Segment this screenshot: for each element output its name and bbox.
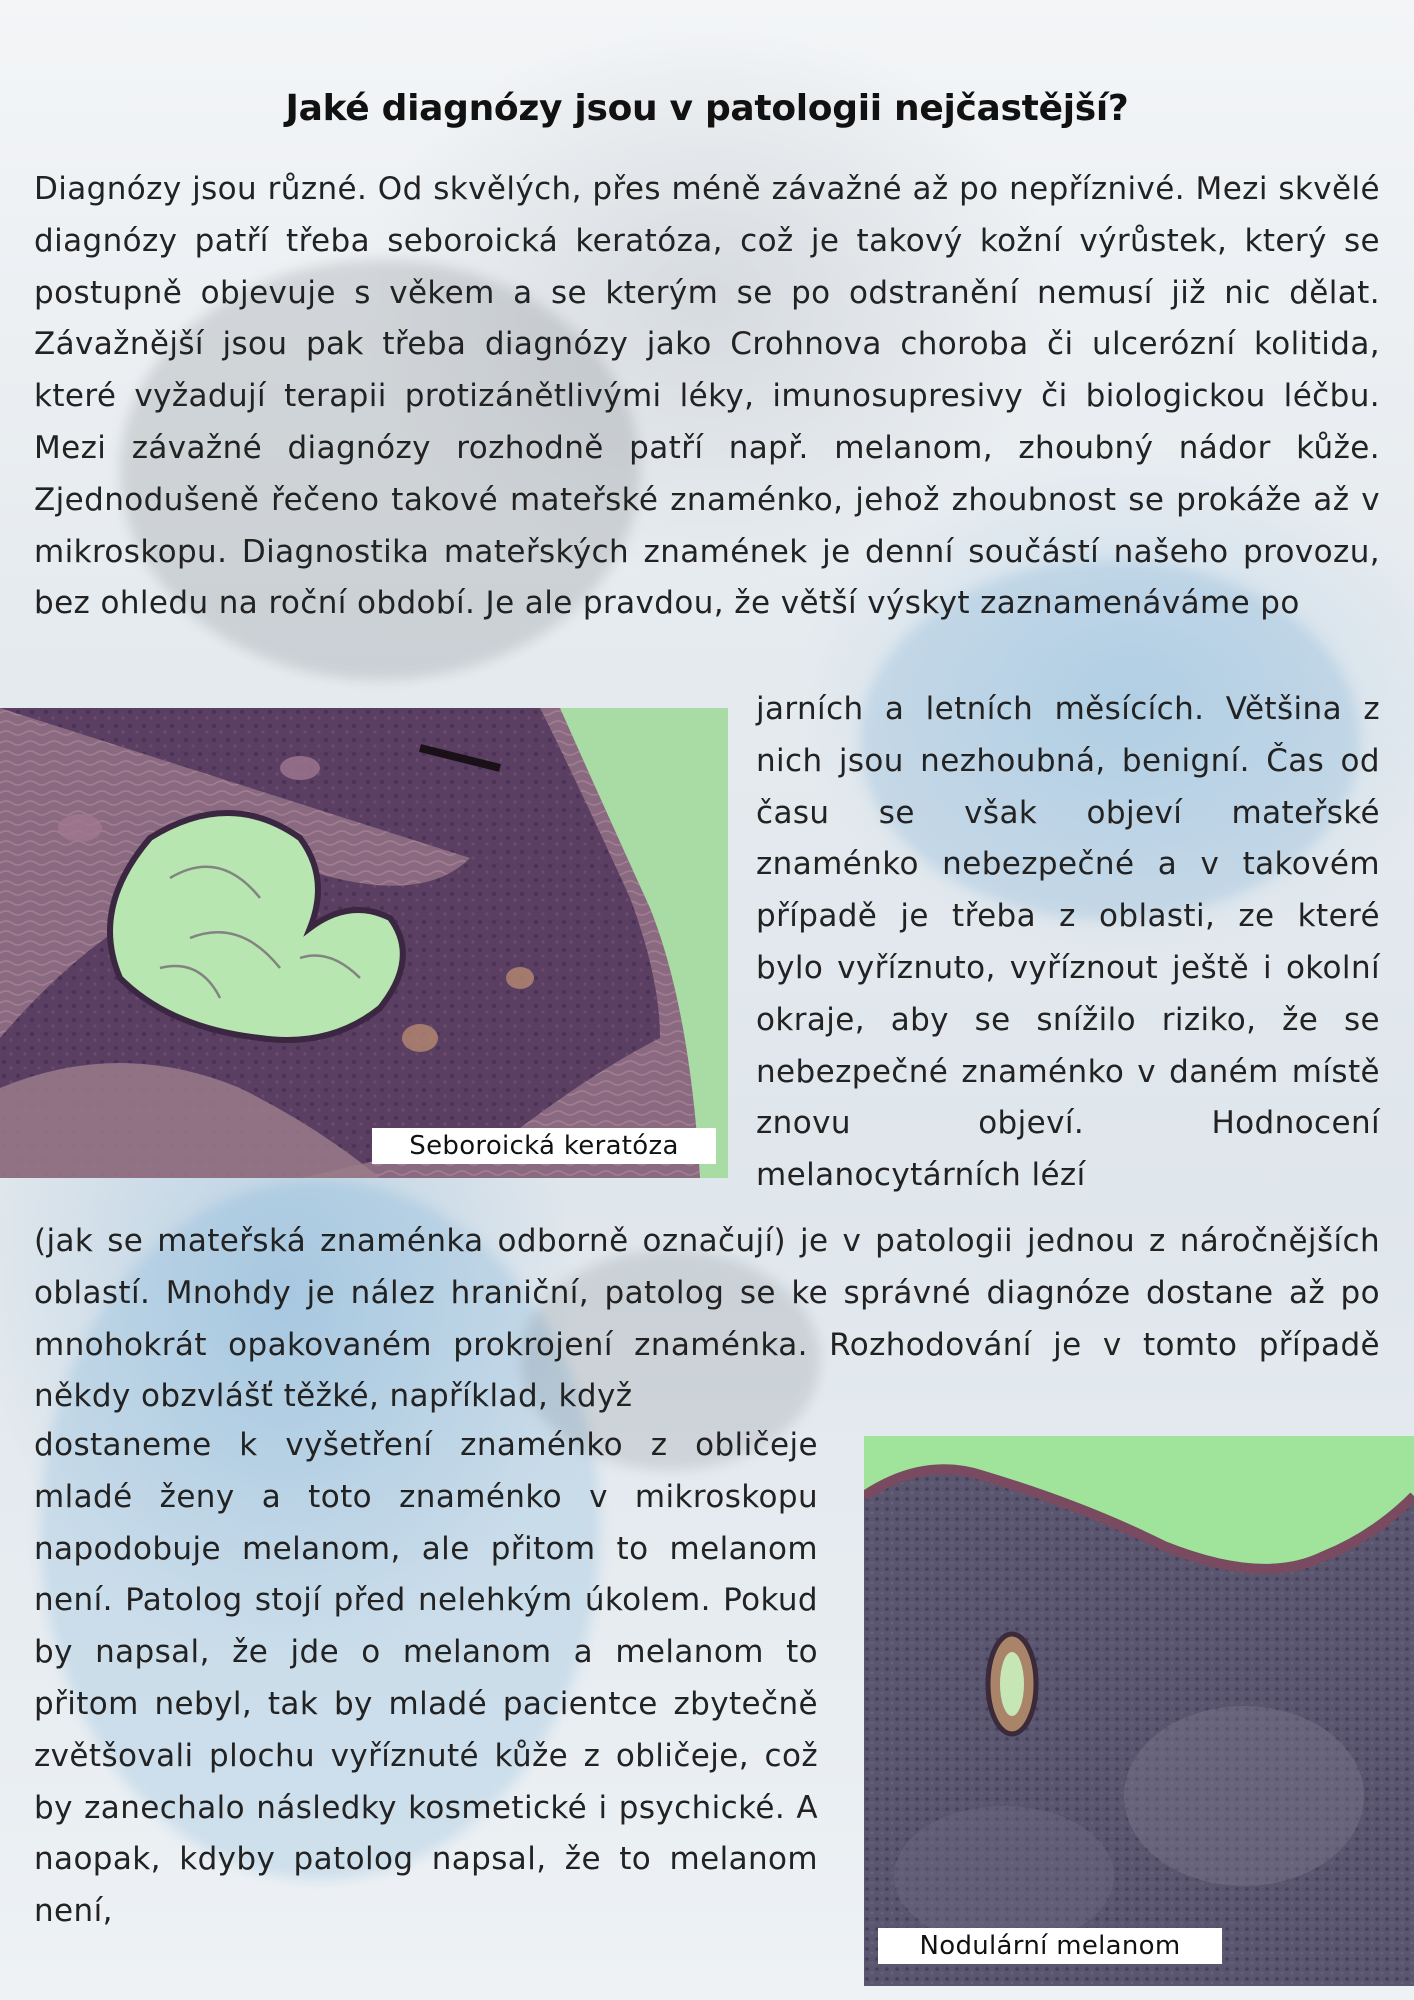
- figure-nodular-melanoma: [864, 1436, 1414, 1986]
- figure-caption-nodular-melanoma: Nodulární melanom: [878, 1928, 1222, 1964]
- paragraph-benign-nevi: jarních a letních měsících. Většina z nich jsou nezhoubná, benigní. Čas od času se však objeví mateřské znaménko nebezpečné a v takovém případě je třeba z oblasti, ze které bylo vyříznuto, vyříznout ještě i okolní okraje, aby se snížilo riziko, že se nebezpečné znaménko v daném místě znovu objeví. Hodnocení melanocytárních lézí: [756, 691, 1380, 1194]
- paragraph-intro: Diagnózy jsou různé. Od skvělých, přes méně závažné až po nepříznivé. Mezi skvělé diagnózy patří třeba seboroická keratóza, což je takový kožní výrůstek, který se postupně objevuje s věkem a se kterým se po odstranění nemusí již nic dělat. Závažnější jsou pak třeba diagnózy jako Crohnova choroba či ulcerózní kolitida, které vyžadují terapii protizánětlivými léky, imunosupresivy či biologickou léčbu. Mezi závažné diagnózy rozhodně patří např. melanom, zhoubný nádor kůže. Zjednodušeně řečeno takové mateřské znaménko, jehož zhoubnost se prokáže až v mikroskopu. Diagnostika mateřských znamének je denní součástí našeho provozu, bez ohledu na roční období. Je ale pravdou, že větší výskyt zaznamenáváme po: [34, 171, 1380, 622]
- paragraph-face-nevus: dostaneme k vyšetření znaménko z obličeje mladé ženy a toto znaménko v mikroskopu napodobuje melanom, ale přitom to melanom není. Patolog stojí před nelehkým úkolem. Pokud by napsal, že jde o melanom a melanom to přitom nebyl, tak by mladé pacientce zbytečně zvětšovali plochu vyříznuté kůže z obličeje, což by zanechalo následky kosmetické i psychické. A naopak, kdyby patolog napsal, že to melanom není,: [34, 1427, 818, 1930]
- figure-seborrheic-keratosis: [0, 708, 728, 1178]
- histology-nodular-melanoma-image: [864, 1436, 1414, 1986]
- histology-seborrheic-keratosis-image: [0, 708, 728, 1178]
- page-title: Jaké diagnózy jsou v patologii nejčastější?: [285, 88, 1129, 129]
- paragraph-melanocytic-lesions: (jak se mateřská znaménka odborně označují) je v patologii jednou z náročnějších oblastí. Mnohdy je nález hraniční, patolog se ke správné diagnóze dostane až po mnohokrát opakovaném prokrojení znaménka. Rozhodování je v tomto případě někdy obzvlášť těžké, například, když: [34, 1223, 1380, 1415]
- figure-caption-seborrheic-keratosis: Seboroická keratóza: [372, 1128, 716, 1164]
